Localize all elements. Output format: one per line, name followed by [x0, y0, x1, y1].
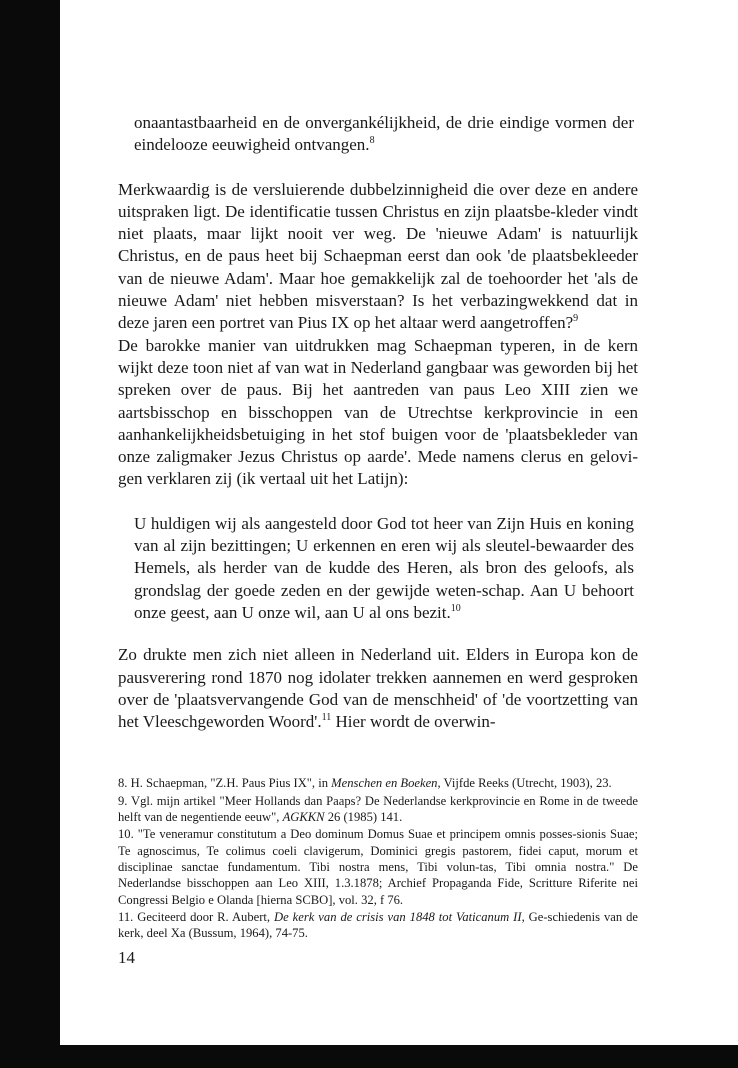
- footnote-ref-11: 11: [321, 712, 332, 724]
- footnote-8: 8. H. Schaepman, "Z.H. Paus Pius IX", in Menschen en Boeken, Vijfde Reeks (Utrecht, 1903), 23.: [118, 776, 612, 791]
- scan-bottom-border: [0, 1045, 738, 1068]
- footnote-ref-9: 9: [573, 313, 579, 325]
- footnote-10: 10. "Te veneramur constitutum a Deo dominum Domus Suae et principem omnis posses-sionis Suae; Te agnoscimus, Te colimus coeli clavigerum, Dominici gregis pastorem, fidei caput, morum et disciplinae sanctae fundamentum. Tibi nostra mens, Tibi volun-tas, Tibi omnia nostra." De Nederlandse bisschoppen aan Leo XIII, 1.3.1878; Archief Propaganda Fide, Scritture Riferite nei Congressi Belgio e Olanda [hierna SCBO], vol. 32, f 76.: [118, 827, 638, 907]
- block-quote: U huldigen wij als aangesteld door God tot heer van Zijn Huis en koning van al zijn bezittingen; U erkennen en eren wij als sleutel-bewaarder des Hemels, als herder van de kudde des Heren, als bron des geloofs, als grondslag der goede zeden en der gewijde weten-schap. Aan U behoort onze geest, aan U onze wil, aan U al ons bezit.$^{10}$: [134, 513, 634, 622]
- paragraph-2: De barokke manier van uitdrukken mag Schaepman typeren, in de kern wijkt deze toon niet af van wat in Nederland gangbaar was geworden bij het spreken over de paus. Bij het aantreden van paus Leo XIII zien we aartsbisschop en bisschoppen van de Utrechtse kerkprovincie in een aanhankelijkheidsbetuiging in het stof buigen voor de 'plaatsbekleder van onze zaligmaker Jezus Christus op aarde'. Mede namens clerus en gelovi-gen verklaren zij (ik vertaal uit het Latijn):: [118, 335, 638, 489]
- footnote-ref-10: 10: [450, 602, 461, 614]
- footnote-11: 11. Geciteerd door R. Aubert, De kerk van de crisis van 1848 tot Vaticanum II, Ge-schiedenis van de kerk, deel Xa (Bussum, 1964), 74-75.: [118, 909, 638, 941]
- footnote-ref-8: 8: [369, 135, 375, 147]
- footnote-9: 9. Vgl. mijn artikel "Meer Hollands dan Paaps? De Nederlandse kerkprovincie en Rome in de tweede helft van de negentiende eeuw", AGKKN 26 (1985) 141.: [118, 793, 638, 825]
- paragraph-1: Merkwaardig is de versluierende dubbelzinnigheid die over deze en andere uitspraken ligt. De identificatie tussen Christus en zijn plaatsbe-kleder vindt niet plaats, maar lijkt nooit ver weg. De 'nieuwe Adam' is natuurlijk Christus, en de paus heet bij Schaepman eerst dan ook 'de plaatsbekleeder van de nieuwe Adam'. Maar hoe gemakkelijk zal de toehoorder het 'als de nieuwe Adam' niet hebben misverstaan? Is het verbazingwekkend dat in deze jaren een portret van Pius IX op het altaar werd aangetroffen?$^9$: [118, 179, 638, 333]
- page-content: [118, 112, 638, 942]
- footnotes: [118, 775, 638, 941]
- scan-left-border: [0, 0, 60, 1068]
- paragraph-3: Zo drukte men zich niet alleen in Nederland uit. Elders in Europa kon de pausverering rond 1870 nog idolater trekken aannemen en werd gesproken over de 'plaatsvervangende God van de menschheid' of 'de voortzetting van het Vleeschgeworden Woord'.$^{11}$ Hier wordt de overwin-: [118, 645, 638, 732]
- page-number: 14: [118, 948, 135, 967]
- top-quote-continuation: onaantastbaarheid en de onvergankélijkheid, de drie eindige vormen der eindelooze eeuwigheid ontvangen.$^8$: [134, 113, 634, 155]
